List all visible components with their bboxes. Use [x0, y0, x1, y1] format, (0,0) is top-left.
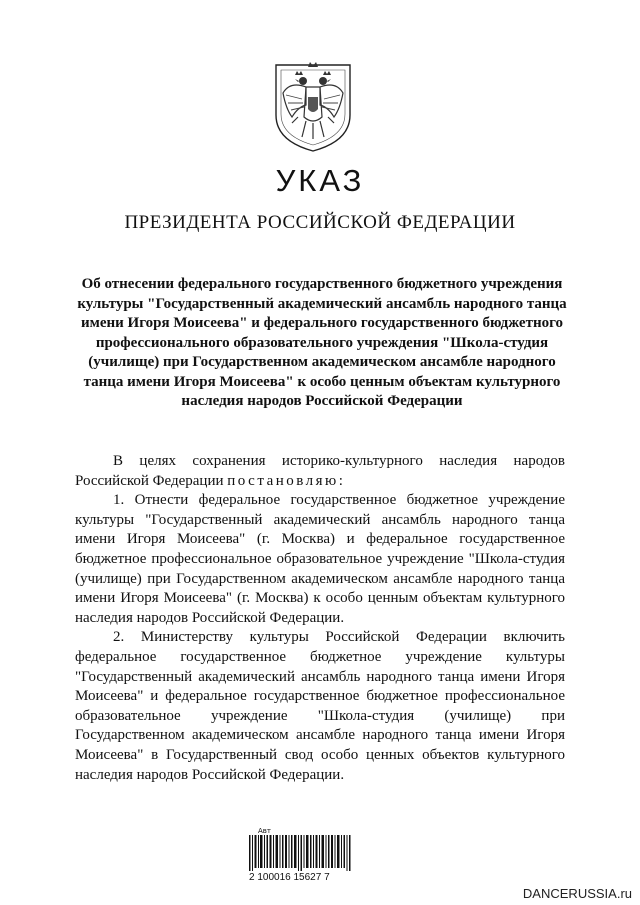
barcode: [249, 827, 359, 887]
resolve-word: постановляю:: [227, 472, 346, 489]
clause-2: 2. Министерству культуры Российской Федерации включить федеральное государственное бюджетное учреждение культуры "Государственный академический ансамбль народного танца имени Игоря Моисеева" и федеральное государственное бюджетное профессиональное образовательное учреждение "Школа-студия (училище) при Государственном академическом ансамбле народного танца имени Игоря Моисеева" в Государственный свод особо ценных объектов культурного наследия народов Российской Федерации.: [75, 629, 565, 783]
barcode-mark: Авт: [258, 827, 271, 835]
preamble-paragraph: [75, 452, 565, 491]
clause-1: 1. Отнести федеральное государственное бюджетное учреждение культуры "Государственный академический ансамбль народного танца имени Игоря Моисеева" (г. Москва) и федеральное государственное бюджетное профессиональное образовательное учреждение "Школа-студия (училище) при Государственном академическом ансамбле народного танца имени Игоря Моисеева" (г. Москва) к особо ценным объектам культурного наследия народов Российской Федерации.: [75, 492, 565, 626]
watermark-text: DANCERUSSIA.ru: [522, 886, 632, 901]
decree-title: УКАЗ: [275, 163, 365, 198]
decree-body: [75, 452, 565, 785]
decree-subtitle: ПРЕЗИДЕНТА РОССИЙСКОЙ ФЕДЕРАЦИИ: [124, 212, 516, 233]
preamble-text: В целях сохранения историко-культурного наследия народов Российской Федерации: [75, 453, 565, 489]
coat-of-arms-emblem: [268, 57, 358, 153]
decree-heading: Об отнесении федерального государственного бюджетного учреждения культуры "Государственный академический ансамбль народного танца имени Игоря Моисеева" и федерального государственного бюджетного профессионального образовательного учреждения "Школа-студия (училище) при Государственном академическом ансамбле народного танца имени Игоря Моисеева" к особо ценным объектам культурного наследия народов Российской Федерации: [77, 276, 567, 409]
barcode-bars: [249, 835, 359, 871]
barcode-number: 2 100016 15627 7: [249, 872, 330, 883]
